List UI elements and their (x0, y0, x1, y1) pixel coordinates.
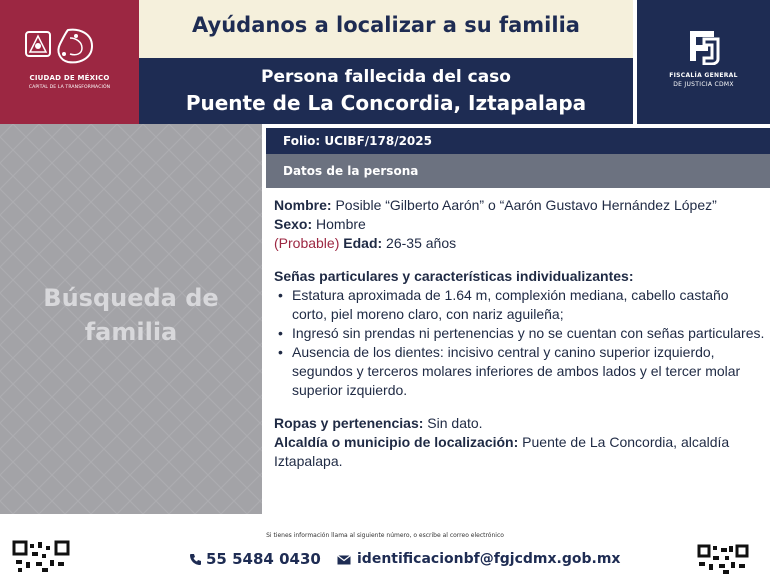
email-link[interactable]: identificacionbf@fgjcdmx.gob.mx (357, 551, 621, 567)
fgj-subname: DE JUSTICIA CDMX (673, 81, 734, 88)
contact-note: Si tienes información llama al siguiente número, o escribe al correo electrónico (266, 532, 504, 539)
case-banner (139, 58, 633, 124)
folio-bar: Folio: UCIBF/178/2025 (266, 128, 770, 154)
edad-value: 26-35 años (382, 235, 457, 251)
cdmx-name: CIUDAD DE MÉXICO (29, 74, 110, 82)
ropas-row (274, 414, 766, 433)
nombre-label: Nombre: (274, 197, 332, 213)
sexo-row (274, 215, 766, 234)
sexo-label: Sexo: (274, 216, 313, 232)
qr-code-right (697, 544, 749, 574)
list-item: • Ingresó sin prendas ni pertenencias y no se cuentan con señas particulares. (278, 325, 765, 341)
section-title: Datos de la persona (266, 154, 770, 188)
list-item: • Estatura aproximada de 1.64 m, complexión mediana, cabello castaño corto, piel moreno claro, con nariz aguileña; (278, 287, 729, 322)
title-banner (139, 0, 633, 58)
edad-row (274, 234, 766, 253)
nombre-row (274, 196, 766, 215)
list-item: • Ausencia de los dientes: incisivo central y canino superior izquierdo, segundos y terceros molares inferiores de ambos lados y el tercer molar superior izquierdo. (278, 344, 741, 398)
phone-number[interactable]: 55 5484 0430 (206, 550, 321, 568)
fgj-name: FISCALÍA GENERAL (669, 72, 738, 79)
sexo-value: Hombre (312, 216, 366, 232)
cdmx-brand-panel (0, 0, 139, 124)
placeholder-text (0, 281, 262, 349)
envelope-icon (337, 555, 351, 565)
senas-list (276, 286, 766, 400)
qr-code-left (12, 540, 70, 574)
placeholder-line2: familia (84, 318, 178, 346)
placeholder-line1: Búsqueda de (43, 284, 219, 312)
alcaldia-row (274, 433, 766, 471)
edad-label: Edad: (339, 235, 383, 251)
alcaldia-value: Puente de La Concordia, alcaldía Iztapalapa. (274, 434, 730, 469)
page-title: Ayúdanos a localizar a su familia (192, 13, 580, 37)
cdmx-tagline: CAPITAL DE LA TRANSFORMACIÓN (28, 85, 111, 90)
person-info (274, 196, 766, 471)
alcaldia-label: Alcaldía o municipio de localización: (274, 434, 519, 450)
cdmx-logo (20, 24, 120, 72)
ropas-label: Ropas y pertenencias: (274, 415, 424, 431)
nombre-value: Posible “Gilberto Aarón” o “Aarón Gustavo Hernández López” (331, 197, 717, 213)
senas-heading: Señas particulares y características individualizantes: (274, 268, 634, 284)
case-subtitle: Persona fallecida del caso (261, 67, 511, 87)
fgj-brand-panel (637, 0, 770, 124)
phone-icon (189, 553, 202, 566)
ropas-value: Sin dato. (423, 415, 483, 431)
fgj-logo (684, 25, 724, 65)
case-name: Puente de La Concordia, Iztapalapa (185, 91, 587, 115)
photo-placeholder (0, 124, 262, 514)
probable-tag: (Probable) (274, 235, 340, 251)
